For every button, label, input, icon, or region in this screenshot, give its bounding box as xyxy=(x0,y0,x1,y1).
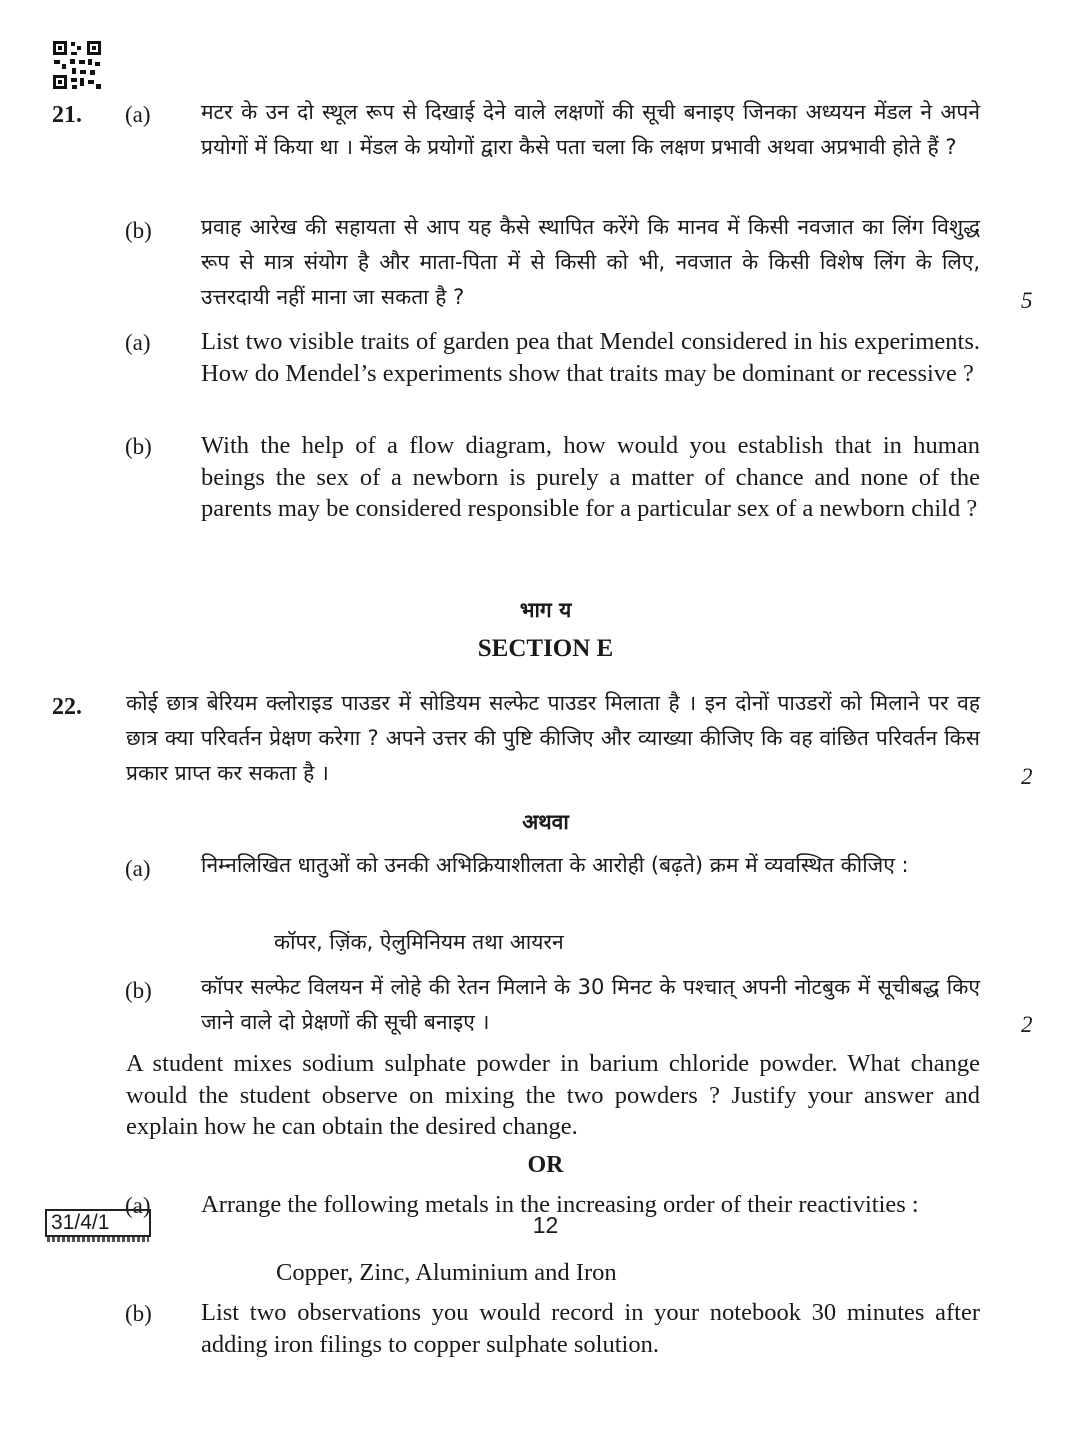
question-text-hindi: निम्नलिखित धातुओं को उनकी अभिक्रियाशीलता के आरोही (बढ़ते) क्रम में व्यवस्थित कीजिए : xyxy=(201,853,909,877)
question-text-hindi: कॉपर सल्फेट विलयन में लोहे की रेतन मिलाने के 30 मिनट के पश्चात् अपनी नोटबुक में सूचीबद्ध किए जाने वाले दो प्रेक्षणों की सूची बनाइए । xyxy=(201,975,980,1034)
sub-label: (a) xyxy=(125,330,151,355)
question-text-hindi: प्रवाह आरेख की सहायता से आप यह कैसे स्थापित करेंगे कि मानव में किसी नवजात का लिंग विशुद्ध रूप से मात्र संयोग है और माता-पिता में से किसी को भी, नवजात के किसी विशेष लिंग के लिए, उत्तरदायी नहीं माना जा सकता है ? xyxy=(201,215,980,309)
question-text-english: With the help of a flow diagram, how would you establish that in human beings the sex of a newborn is purely a matter of chance and none of the parents may be considered responsible for a particular sex of a newborn child ? xyxy=(201,432,980,522)
sub-label: (a) xyxy=(125,856,151,881)
question-text-hindi: कोई छात्र बेरियम क्लोराइड पाउडर में सोडियम सल्फेट पाउडर मिलाता है । इन दोनों पाउडरों को मिलाने पर वह छात्र क्या परिवर्तन प्रेक्षण करेगा ? अपने उत्तर की पुष्टि कीजिए और व्याख्या कीजिए कि वह वांछित परिवर्तन किस प्रकार प्राप्त कर सकता है । xyxy=(126,691,980,785)
marks: 5 xyxy=(1021,288,1033,313)
qr-code-icon xyxy=(52,40,102,90)
metals-list-hindi: कॉपर, ज़िंक, ऐलुमिनियम तथा आयरन xyxy=(274,930,564,954)
marks: 2 xyxy=(1021,764,1033,789)
paper-code: 31/4/1 xyxy=(51,1211,110,1234)
sub-label: (b) xyxy=(125,1301,152,1326)
section-heading-hindi: भाग य xyxy=(519,598,572,622)
marks: 2 xyxy=(1021,1012,1033,1037)
or-heading-hindi: अथवा xyxy=(522,810,569,834)
question-text-english: List two observations you would record in your notebook 30 minutes after adding iron filings to copper sulphate solution. xyxy=(201,1299,980,1358)
section-heading-english: SECTION E xyxy=(477,635,614,662)
question-text-hindi: मटर के उन दो स्थूल रूप से दिखाई देने वाले लक्षणों की सूची बनाइए जिनका अध्ययन मेंडल ने अपने प्रयोगों में किया था । मेंडल के प्रयोगों द्वारा कैसे पता चला कि लक्षण प्रभावी अथवा अप्रभावी होते हैं ? xyxy=(201,100,980,159)
or-heading-english: OR xyxy=(527,1152,564,1178)
page-number: 12 xyxy=(532,1212,559,1238)
sub-label: (a) xyxy=(125,102,151,127)
sub-label: (b) xyxy=(125,218,152,243)
question-text-english: Arrange the following metals in the increasing order of their reactivities : xyxy=(201,1191,919,1218)
sub-label: (a) xyxy=(125,1193,151,1218)
question-text-english: A student mixes sodium sulphate powder in barium chloride powder. What change would the student observe on mixing the two powders ? Justify your answer and explain how he can obtain the desired change. xyxy=(126,1050,980,1140)
question-number: 22. xyxy=(52,694,82,720)
question-text-english: List two visible traits of garden pea that Mendel considered in his experiments. How do Mendel’s experiments show that traits may be dominant or recessive ? xyxy=(201,328,980,387)
question-number: 21. xyxy=(52,102,82,128)
metals-list-english: Copper, Zinc, Aluminium and Iron xyxy=(276,1259,617,1286)
sub-label: (b) xyxy=(125,978,152,1003)
sub-label: (b) xyxy=(125,434,152,459)
